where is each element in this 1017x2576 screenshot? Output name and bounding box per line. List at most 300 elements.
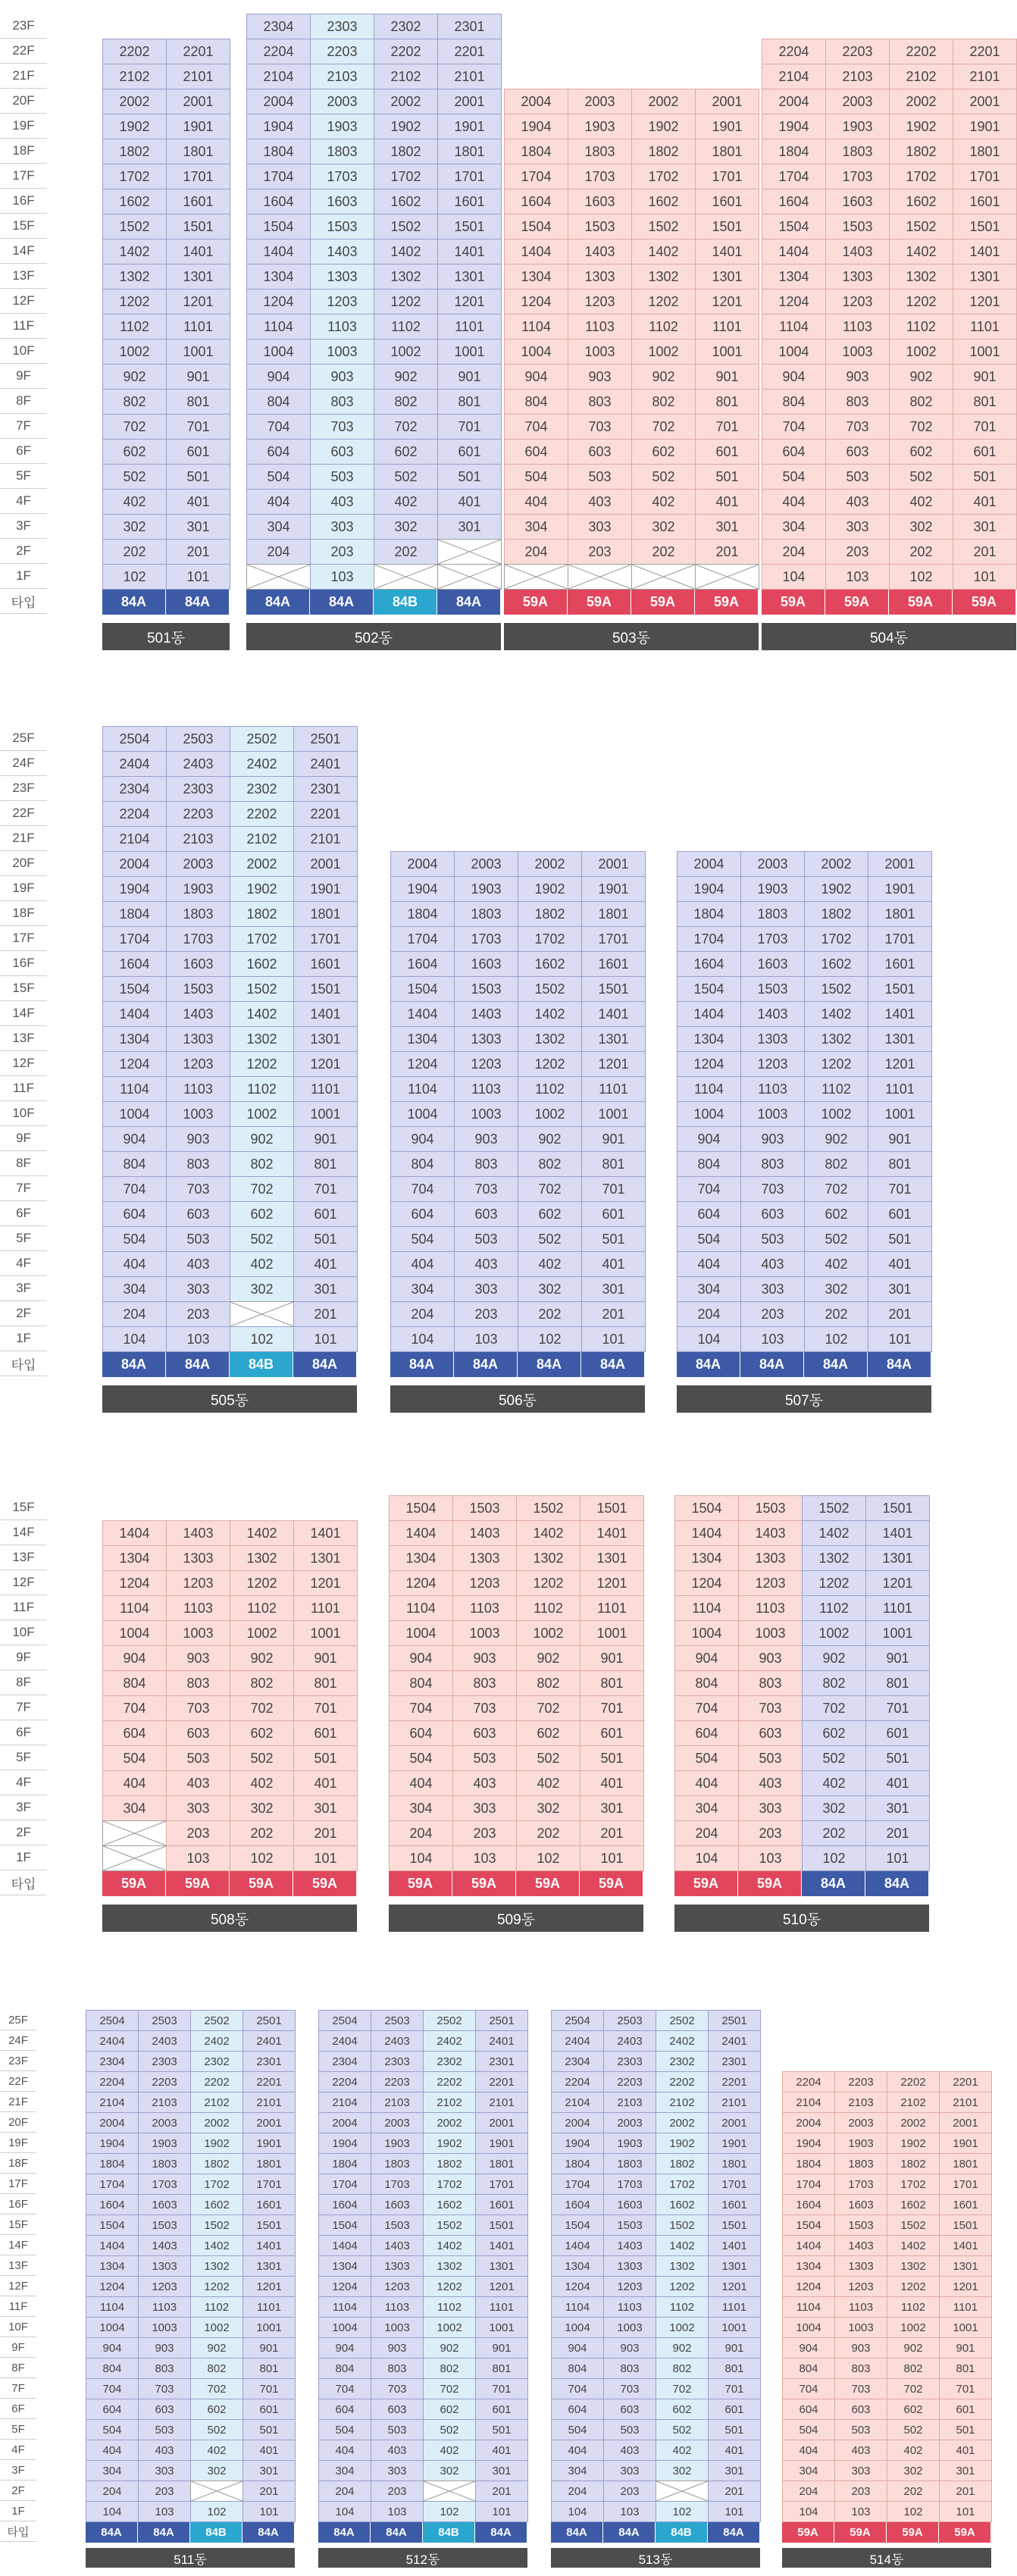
unit-cell[interactable]: 2104 — [762, 64, 826, 89]
unit-cell[interactable]: 903 — [166, 1126, 230, 1152]
unit-cell[interactable]: 1204 — [389, 1570, 453, 1596]
unit-cell[interactable]: 604 — [504, 439, 568, 465]
unit-cell[interactable]: 702 — [516, 1695, 580, 1721]
unit-cell[interactable]: 403 — [310, 489, 374, 515]
unit-cell[interactable]: 1704 — [762, 164, 826, 189]
unit-cell[interactable]: 904 — [674, 1645, 739, 1671]
unit-cell[interactable]: 403 — [834, 2440, 887, 2461]
unit-cell[interactable]: 904 — [390, 1126, 455, 1152]
unit-cell[interactable]: 703 — [568, 414, 632, 440]
unit-cell[interactable]: 2203 — [166, 801, 230, 827]
unit-cell[interactable]: 1701 — [939, 2174, 992, 2195]
unit-cell[interactable]: 201 — [243, 2481, 296, 2502]
unit-cell[interactable]: 301 — [293, 1276, 358, 1302]
unit-cell[interactable]: 402 — [102, 489, 167, 515]
unit-cell[interactable]: 2001 — [166, 89, 230, 114]
unit-cell[interactable]: 1203 — [738, 1570, 803, 1596]
unit-cell[interactable]: 1103 — [166, 1595, 230, 1621]
unit-cell[interactable]: 1103 — [738, 1595, 803, 1621]
unit-cell[interactable]: 204 — [318, 2481, 371, 2502]
unit-cell[interactable]: 1901 — [475, 2133, 528, 2154]
unit-cell[interactable]: 2003 — [371, 2112, 424, 2133]
unit-cell[interactable]: 403 — [166, 1770, 230, 1796]
unit-cell[interactable]: 103 — [166, 1326, 230, 1352]
unit-cell[interactable]: 1804 — [782, 2153, 835, 2174]
unit-cell[interactable]: 102 — [656, 2501, 709, 2522]
unit-cell[interactable]: 1201 — [580, 1570, 644, 1596]
unit-cell[interactable]: 2302 — [423, 2051, 476, 2072]
unit-cell[interactable]: 1603 — [740, 951, 805, 977]
unit-cell[interactable]: 701 — [581, 1176, 646, 1202]
unit-cell[interactable]: 604 — [246, 439, 311, 465]
unit-cell[interactable]: 1703 — [740, 926, 805, 952]
unit-cell[interactable]: 2502 — [190, 2010, 243, 2031]
unit-cell[interactable]: 1802 — [804, 901, 868, 927]
unit-cell[interactable]: 1903 — [371, 2133, 424, 2154]
unit-cell[interactable]: 2001 — [475, 2112, 528, 2133]
unit-cell[interactable]: 1302 — [230, 1545, 294, 1571]
unit-cell[interactable]: 803 — [452, 1670, 517, 1696]
unit-cell[interactable]: 901 — [581, 1126, 646, 1152]
unit-cell[interactable]: 1504 — [86, 2214, 139, 2236]
unit-cell[interactable]: 203 — [568, 539, 632, 565]
unit-cell[interactable]: 1003 — [568, 339, 632, 365]
unit-cell[interactable]: 203 — [738, 1820, 803, 1846]
unit-cell[interactable]: 1804 — [246, 139, 311, 164]
unit-cell[interactable]: 602 — [889, 439, 953, 465]
unit-cell[interactable]: 1503 — [371, 2214, 424, 2236]
unit-cell[interactable]: 1302 — [804, 1026, 868, 1052]
unit-cell[interactable]: 1702 — [631, 164, 696, 189]
unit-cell[interactable]: 102 — [102, 564, 167, 590]
unit-cell[interactable]: 2504 — [102, 726, 167, 752]
unit-cell[interactable]: 1804 — [504, 139, 568, 164]
unit-cell[interactable]: 1401 — [166, 239, 230, 264]
unit-cell[interactable]: 802 — [631, 389, 696, 415]
unit-cell[interactable]: 1304 — [551, 2255, 604, 2277]
unit-cell[interactable]: 1403 — [834, 2235, 887, 2256]
unit-cell[interactable]: 601 — [293, 1201, 358, 1227]
unit-cell[interactable]: 1604 — [782, 2194, 835, 2215]
unit-cell[interactable]: 802 — [516, 1670, 580, 1696]
unit-cell[interactable]: 1102 — [802, 1595, 866, 1621]
unit-cell[interactable]: 1704 — [246, 164, 311, 189]
unit-cell[interactable]: 1303 — [738, 1545, 803, 1571]
unit-cell[interactable]: 1104 — [246, 314, 311, 340]
unit-cell[interactable]: 1603 — [371, 2194, 424, 2215]
unit-cell[interactable]: 1302 — [374, 264, 438, 290]
unit-cell[interactable]: 901 — [695, 364, 759, 390]
unit-cell[interactable]: 1003 — [603, 2317, 656, 2338]
unit-cell[interactable]: 1003 — [138, 2317, 191, 2338]
unit-cell[interactable]: 704 — [102, 1695, 167, 1721]
unit-cell[interactable]: 1104 — [102, 1595, 167, 1621]
unit-cell[interactable]: 1401 — [708, 2235, 761, 2256]
unit-cell[interactable]: 903 — [825, 364, 890, 390]
unit-cell[interactable]: 2004 — [246, 89, 311, 114]
unit-cell[interactable]: 2103 — [371, 2092, 424, 2113]
unit-cell[interactable]: 1104 — [762, 314, 826, 340]
unit-cell[interactable]: 2102 — [102, 64, 167, 89]
unit-cell[interactable]: 902 — [656, 2337, 709, 2358]
unit-cell[interactable]: 1502 — [516, 1495, 580, 1521]
unit-cell[interactable]: 2402 — [190, 2030, 243, 2052]
unit-cell[interactable]: 2203 — [825, 39, 890, 64]
unit-cell[interactable]: 604 — [782, 2399, 835, 2420]
unit-cell[interactable]: 1203 — [452, 1570, 517, 1596]
unit-cell[interactable]: 604 — [674, 1720, 739, 1746]
unit-cell[interactable]: 303 — [452, 1795, 517, 1821]
unit-cell[interactable]: 1401 — [293, 1001, 358, 1027]
unit-cell[interactable]: 404 — [102, 1251, 167, 1277]
unit-cell[interactable]: 2101 — [475, 2092, 528, 2113]
unit-cell[interactable]: 103 — [834, 2501, 887, 2522]
unit-cell[interactable]: 1102 — [656, 2296, 709, 2318]
unit-cell[interactable]: 104 — [677, 1326, 741, 1352]
unit-cell[interactable]: 1504 — [389, 1495, 453, 1521]
unit-cell[interactable]: 2303 — [310, 14, 374, 39]
unit-cell[interactable]: 1703 — [166, 926, 230, 952]
unit-cell[interactable]: 1602 — [804, 951, 868, 977]
unit-cell[interactable]: 1302 — [423, 2255, 476, 2277]
unit-cell[interactable]: 604 — [86, 2399, 139, 2420]
unit-cell[interactable]: 1103 — [310, 314, 374, 340]
unit-cell[interactable]: 1002 — [230, 1620, 294, 1646]
unit-cell[interactable]: 1803 — [568, 139, 632, 164]
unit-cell[interactable]: 1701 — [293, 926, 358, 952]
unit-cell[interactable]: 1001 — [580, 1620, 644, 1646]
unit-cell[interactable]: 1101 — [708, 2296, 761, 2318]
unit-cell[interactable]: 1002 — [802, 1620, 866, 1646]
unit-cell[interactable]: 103 — [738, 1845, 803, 1871]
unit-cell[interactable]: 404 — [674, 1770, 739, 1796]
unit-cell[interactable]: 202 — [516, 1820, 580, 1846]
unit-cell[interactable]: 903 — [738, 1645, 803, 1671]
unit-cell[interactable]: 1204 — [102, 1051, 167, 1077]
unit-cell[interactable]: 101 — [166, 564, 230, 590]
unit-cell[interactable]: 704 — [246, 414, 311, 440]
unit-cell[interactable]: 104 — [102, 1326, 167, 1352]
unit-cell[interactable]: 503 — [138, 2419, 191, 2440]
unit-cell[interactable]: 603 — [740, 1201, 805, 1227]
unit-cell[interactable]: 703 — [454, 1176, 518, 1202]
unit-cell[interactable]: 1003 — [738, 1620, 803, 1646]
unit-cell[interactable]: 801 — [708, 2358, 761, 2379]
unit-cell[interactable]: 701 — [293, 1695, 358, 1721]
unit-cell[interactable]: 904 — [389, 1645, 453, 1671]
unit-cell[interactable]: 1604 — [677, 951, 741, 977]
unit-cell[interactable]: 801 — [939, 2358, 992, 2379]
unit-cell[interactable]: 1503 — [834, 2214, 887, 2236]
unit-cell[interactable]: 302 — [802, 1795, 866, 1821]
unit-cell[interactable]: 1201 — [868, 1051, 932, 1077]
unit-cell[interactable]: 903 — [834, 2337, 887, 2358]
unit-cell[interactable]: 1303 — [834, 2255, 887, 2277]
unit-cell[interactable]: 404 — [762, 489, 826, 515]
unit-cell[interactable]: 402 — [631, 489, 696, 515]
unit-cell[interactable]: 1001 — [293, 1620, 358, 1646]
unit-cell[interactable]: 204 — [390, 1301, 455, 1327]
unit-cell[interactable]: 303 — [603, 2460, 656, 2481]
unit-cell[interactable]: 303 — [834, 2460, 887, 2481]
unit-cell[interactable]: 1204 — [782, 2276, 835, 2297]
unit-cell[interactable]: 901 — [293, 1126, 358, 1152]
unit-cell[interactable]: 1502 — [656, 2214, 709, 2236]
unit-cell[interactable]: 1201 — [475, 2276, 528, 2297]
unit-cell[interactable]: 201 — [475, 2481, 528, 2502]
unit-cell[interactable]: 2203 — [138, 2071, 191, 2092]
unit-cell[interactable]: 2204 — [551, 2071, 604, 2092]
unit-cell[interactable]: 1601 — [953, 189, 1017, 214]
unit-cell[interactable]: 2102 — [230, 826, 294, 852]
unit-cell[interactable]: 2304 — [246, 14, 311, 39]
unit-cell[interactable]: 902 — [631, 364, 696, 390]
unit-cell[interactable]: 1401 — [437, 239, 502, 264]
unit-cell[interactable]: 2003 — [825, 89, 890, 114]
unit-cell[interactable]: 2103 — [138, 2092, 191, 2113]
unit-cell[interactable]: 2501 — [475, 2010, 528, 2031]
unit-cell[interactable]: 1003 — [166, 1620, 230, 1646]
unit-cell[interactable]: 1004 — [504, 339, 568, 365]
unit-cell[interactable]: 702 — [230, 1695, 294, 1721]
unit-cell[interactable]: 701 — [243, 2378, 296, 2399]
unit-cell[interactable]: 301 — [166, 514, 230, 540]
unit-cell[interactable]: 1802 — [102, 139, 167, 164]
unit-cell[interactable]: 603 — [166, 1201, 230, 1227]
unit-cell[interactable]: 1902 — [423, 2133, 476, 2154]
unit-cell[interactable]: 1202 — [804, 1051, 868, 1077]
unit-cell[interactable]: 803 — [166, 1151, 230, 1177]
unit-cell[interactable]: 2503 — [138, 2010, 191, 2031]
unit-cell[interactable]: 1001 — [475, 2317, 528, 2338]
unit-cell[interactable]: 204 — [782, 2481, 835, 2502]
unit-cell[interactable]: 1402 — [423, 2235, 476, 2256]
unit-cell[interactable]: 1402 — [887, 2235, 940, 2256]
unit-cell[interactable]: 2102 — [887, 2092, 940, 2113]
unit-cell[interactable]: 1902 — [518, 876, 582, 902]
unit-cell[interactable]: 2101 — [953, 64, 1017, 89]
unit-cell[interactable]: 2401 — [475, 2030, 528, 2052]
unit-cell[interactable]: 804 — [102, 1151, 167, 1177]
unit-cell[interactable]: 901 — [580, 1645, 644, 1671]
unit-cell[interactable]: 1804 — [102, 901, 167, 927]
unit-cell[interactable]: 504 — [551, 2419, 604, 2440]
unit-cell[interactable]: 1204 — [677, 1051, 741, 1077]
unit-cell[interactable]: 201 — [581, 1301, 646, 1327]
unit-cell[interactable]: 901 — [475, 2337, 528, 2358]
unit-cell[interactable]: 1001 — [868, 1101, 932, 1127]
unit-cell[interactable]: 701 — [166, 414, 230, 440]
unit-cell[interactable]: 2403 — [138, 2030, 191, 2052]
unit-cell[interactable]: 1403 — [738, 1520, 803, 1546]
unit-cell[interactable]: 703 — [738, 1695, 803, 1721]
unit-cell[interactable]: 401 — [475, 2440, 528, 2461]
unit-cell[interactable]: 604 — [677, 1201, 741, 1227]
unit-cell[interactable]: 1604 — [86, 2194, 139, 2215]
unit-cell[interactable]: 1802 — [887, 2153, 940, 2174]
unit-cell[interactable]: 1502 — [802, 1495, 866, 1521]
unit-cell[interactable]: 1304 — [390, 1026, 455, 1052]
unit-cell[interactable]: 1404 — [677, 1001, 741, 1027]
unit-cell[interactable]: 702 — [804, 1176, 868, 1202]
unit-cell[interactable]: 1303 — [740, 1026, 805, 1052]
unit-cell[interactable]: 904 — [782, 2337, 835, 2358]
unit-cell[interactable]: 1403 — [568, 239, 632, 264]
unit-cell[interactable]: 1302 — [190, 2255, 243, 2277]
unit-cell[interactable]: 901 — [868, 1126, 932, 1152]
unit-cell[interactable]: 1301 — [953, 264, 1017, 290]
unit-cell[interactable]: 1101 — [953, 314, 1017, 340]
unit-cell[interactable]: 1901 — [243, 2133, 296, 2154]
unit-cell[interactable]: 2001 — [695, 89, 759, 114]
unit-cell[interactable]: 401 — [708, 2440, 761, 2461]
unit-cell[interactable]: 1902 — [374, 114, 438, 139]
unit-cell[interactable]: 1103 — [568, 314, 632, 340]
unit-cell[interactable]: 1804 — [390, 901, 455, 927]
unit-cell[interactable]: 1202 — [802, 1570, 866, 1596]
unit-cell[interactable]: 104 — [318, 2501, 371, 2522]
unit-cell[interactable]: 701 — [437, 414, 502, 440]
unit-cell[interactable]: 1504 — [674, 1495, 739, 1521]
unit-cell[interactable]: 2301 — [475, 2051, 528, 2072]
unit-cell[interactable]: 1101 — [580, 1595, 644, 1621]
unit-cell[interactable]: 901 — [865, 1645, 930, 1671]
unit-cell[interactable]: 503 — [740, 1226, 805, 1252]
unit-cell[interactable]: 302 — [516, 1795, 580, 1821]
unit-cell[interactable]: 1403 — [310, 239, 374, 264]
unit-cell[interactable]: 2002 — [889, 89, 953, 114]
unit-cell[interactable]: 1901 — [166, 114, 230, 139]
unit-cell[interactable]: 501 — [939, 2419, 992, 2440]
unit-cell[interactable]: 503 — [738, 1745, 803, 1771]
unit-cell[interactable]: 802 — [230, 1670, 294, 1696]
unit-cell[interactable]: 2202 — [374, 39, 438, 64]
unit-cell[interactable]: 1803 — [138, 2153, 191, 2174]
unit-cell[interactable]: 1402 — [374, 239, 438, 264]
unit-cell[interactable]: 1003 — [371, 2317, 424, 2338]
unit-cell[interactable]: 902 — [423, 2337, 476, 2358]
unit-cell[interactable]: 1002 — [230, 1101, 294, 1127]
unit-cell[interactable]: 2201 — [437, 39, 502, 64]
unit-cell[interactable]: 502 — [516, 1745, 580, 1771]
unit-cell[interactable]: 2102 — [656, 2092, 709, 2113]
unit-cell[interactable]: 1402 — [230, 1001, 294, 1027]
unit-cell[interactable]: 204 — [504, 539, 568, 565]
unit-cell[interactable]: 601 — [580, 1720, 644, 1746]
unit-cell[interactable]: 1801 — [166, 139, 230, 164]
unit-cell[interactable]: 1403 — [166, 1001, 230, 1027]
unit-cell[interactable]: 1803 — [825, 139, 890, 164]
unit-cell[interactable]: 1202 — [887, 2276, 940, 2297]
unit-cell[interactable]: 2001 — [437, 89, 502, 114]
unit-cell[interactable]: 803 — [834, 2358, 887, 2379]
unit-cell[interactable]: 1503 — [740, 976, 805, 1002]
unit-cell[interactable]: 603 — [166, 1720, 230, 1746]
unit-cell[interactable]: 803 — [738, 1670, 803, 1696]
unit-cell[interactable]: 1704 — [86, 2174, 139, 2195]
unit-cell[interactable]: 602 — [804, 1201, 868, 1227]
unit-cell[interactable]: 201 — [293, 1820, 358, 1846]
unit-cell[interactable]: 1703 — [454, 926, 518, 952]
unit-cell[interactable]: 1102 — [889, 314, 953, 340]
unit-cell[interactable]: 1303 — [603, 2255, 656, 2277]
unit-cell[interactable]: 2104 — [782, 2092, 835, 2113]
unit-cell[interactable]: 602 — [516, 1720, 580, 1746]
unit-cell[interactable]: 1103 — [452, 1595, 517, 1621]
unit-cell[interactable]: 801 — [293, 1670, 358, 1696]
unit-cell[interactable]: 1101 — [166, 314, 230, 340]
unit-cell[interactable]: 1002 — [518, 1101, 582, 1127]
unit-cell[interactable]: 303 — [166, 1276, 230, 1302]
unit-cell[interactable]: 301 — [939, 2460, 992, 2481]
unit-cell[interactable]: 401 — [166, 489, 230, 515]
unit-cell[interactable]: 1103 — [454, 1076, 518, 1102]
unit-cell[interactable]: 1301 — [166, 264, 230, 290]
unit-cell[interactable]: 604 — [762, 439, 826, 465]
unit-cell[interactable]: 1804 — [677, 901, 741, 927]
unit-cell[interactable]: 1002 — [516, 1620, 580, 1646]
unit-cell[interactable]: 601 — [708, 2399, 761, 2420]
unit-cell[interactable]: 1803 — [371, 2153, 424, 2174]
unit-cell[interactable]: 1101 — [939, 2296, 992, 2318]
unit-cell[interactable]: 1903 — [825, 114, 890, 139]
unit-cell[interactable]: 1302 — [518, 1026, 582, 1052]
unit-cell[interactable]: 802 — [802, 1670, 866, 1696]
unit-cell[interactable]: 2202 — [102, 39, 167, 64]
unit-cell[interactable]: 1904 — [762, 114, 826, 139]
unit-cell[interactable]: 801 — [243, 2358, 296, 2379]
unit-cell[interactable]: 1102 — [887, 2296, 940, 2318]
unit-cell[interactable]: 803 — [310, 389, 374, 415]
unit-cell[interactable]: 102 — [804, 1326, 868, 1352]
unit-cell[interactable]: 1304 — [674, 1545, 739, 1571]
unit-cell[interactable]: 802 — [190, 2358, 243, 2379]
unit-cell[interactable]: 1003 — [310, 339, 374, 365]
unit-cell[interactable]: 2001 — [868, 851, 932, 877]
unit-cell[interactable]: 702 — [190, 2378, 243, 2399]
unit-cell[interactable]: 1104 — [504, 314, 568, 340]
unit-cell[interactable]: 804 — [504, 389, 568, 415]
unit-cell[interactable]: 2002 — [804, 851, 868, 877]
unit-cell[interactable]: 2002 — [887, 2112, 940, 2133]
unit-cell[interactable]: 2203 — [603, 2071, 656, 2092]
unit-cell[interactable]: 104 — [86, 2501, 139, 2522]
unit-cell[interactable]: 103 — [371, 2501, 424, 2522]
unit-cell[interactable]: 1704 — [504, 164, 568, 189]
unit-cell[interactable]: 1403 — [454, 1001, 518, 1027]
unit-cell[interactable]: 103 — [138, 2501, 191, 2522]
unit-cell[interactable]: 402 — [423, 2440, 476, 2461]
unit-cell[interactable]: 901 — [437, 364, 502, 390]
unit-cell[interactable]: 801 — [166, 389, 230, 415]
unit-cell[interactable]: 1801 — [939, 2153, 992, 2174]
unit-cell[interactable]: 601 — [953, 439, 1017, 465]
unit-cell[interactable]: 1401 — [581, 1001, 646, 1027]
unit-cell[interactable]: 1603 — [834, 2194, 887, 2215]
unit-cell[interactable]: 1304 — [102, 1026, 167, 1052]
unit-cell[interactable]: 202 — [374, 539, 438, 565]
unit-cell[interactable]: 1102 — [804, 1076, 868, 1102]
unit-cell[interactable]: 1302 — [656, 2255, 709, 2277]
unit-cell[interactable]: 1703 — [371, 2174, 424, 2195]
unit-cell[interactable]: 1304 — [86, 2255, 139, 2277]
unit-cell[interactable]: 2304 — [102, 776, 167, 802]
unit-cell[interactable]: 101 — [708, 2501, 761, 2522]
unit-cell[interactable]: 404 — [677, 1251, 741, 1277]
unit-cell[interactable]: 301 — [581, 1276, 646, 1302]
unit-cell[interactable]: 1102 — [516, 1595, 580, 1621]
unit-cell[interactable]: 1502 — [102, 214, 167, 239]
